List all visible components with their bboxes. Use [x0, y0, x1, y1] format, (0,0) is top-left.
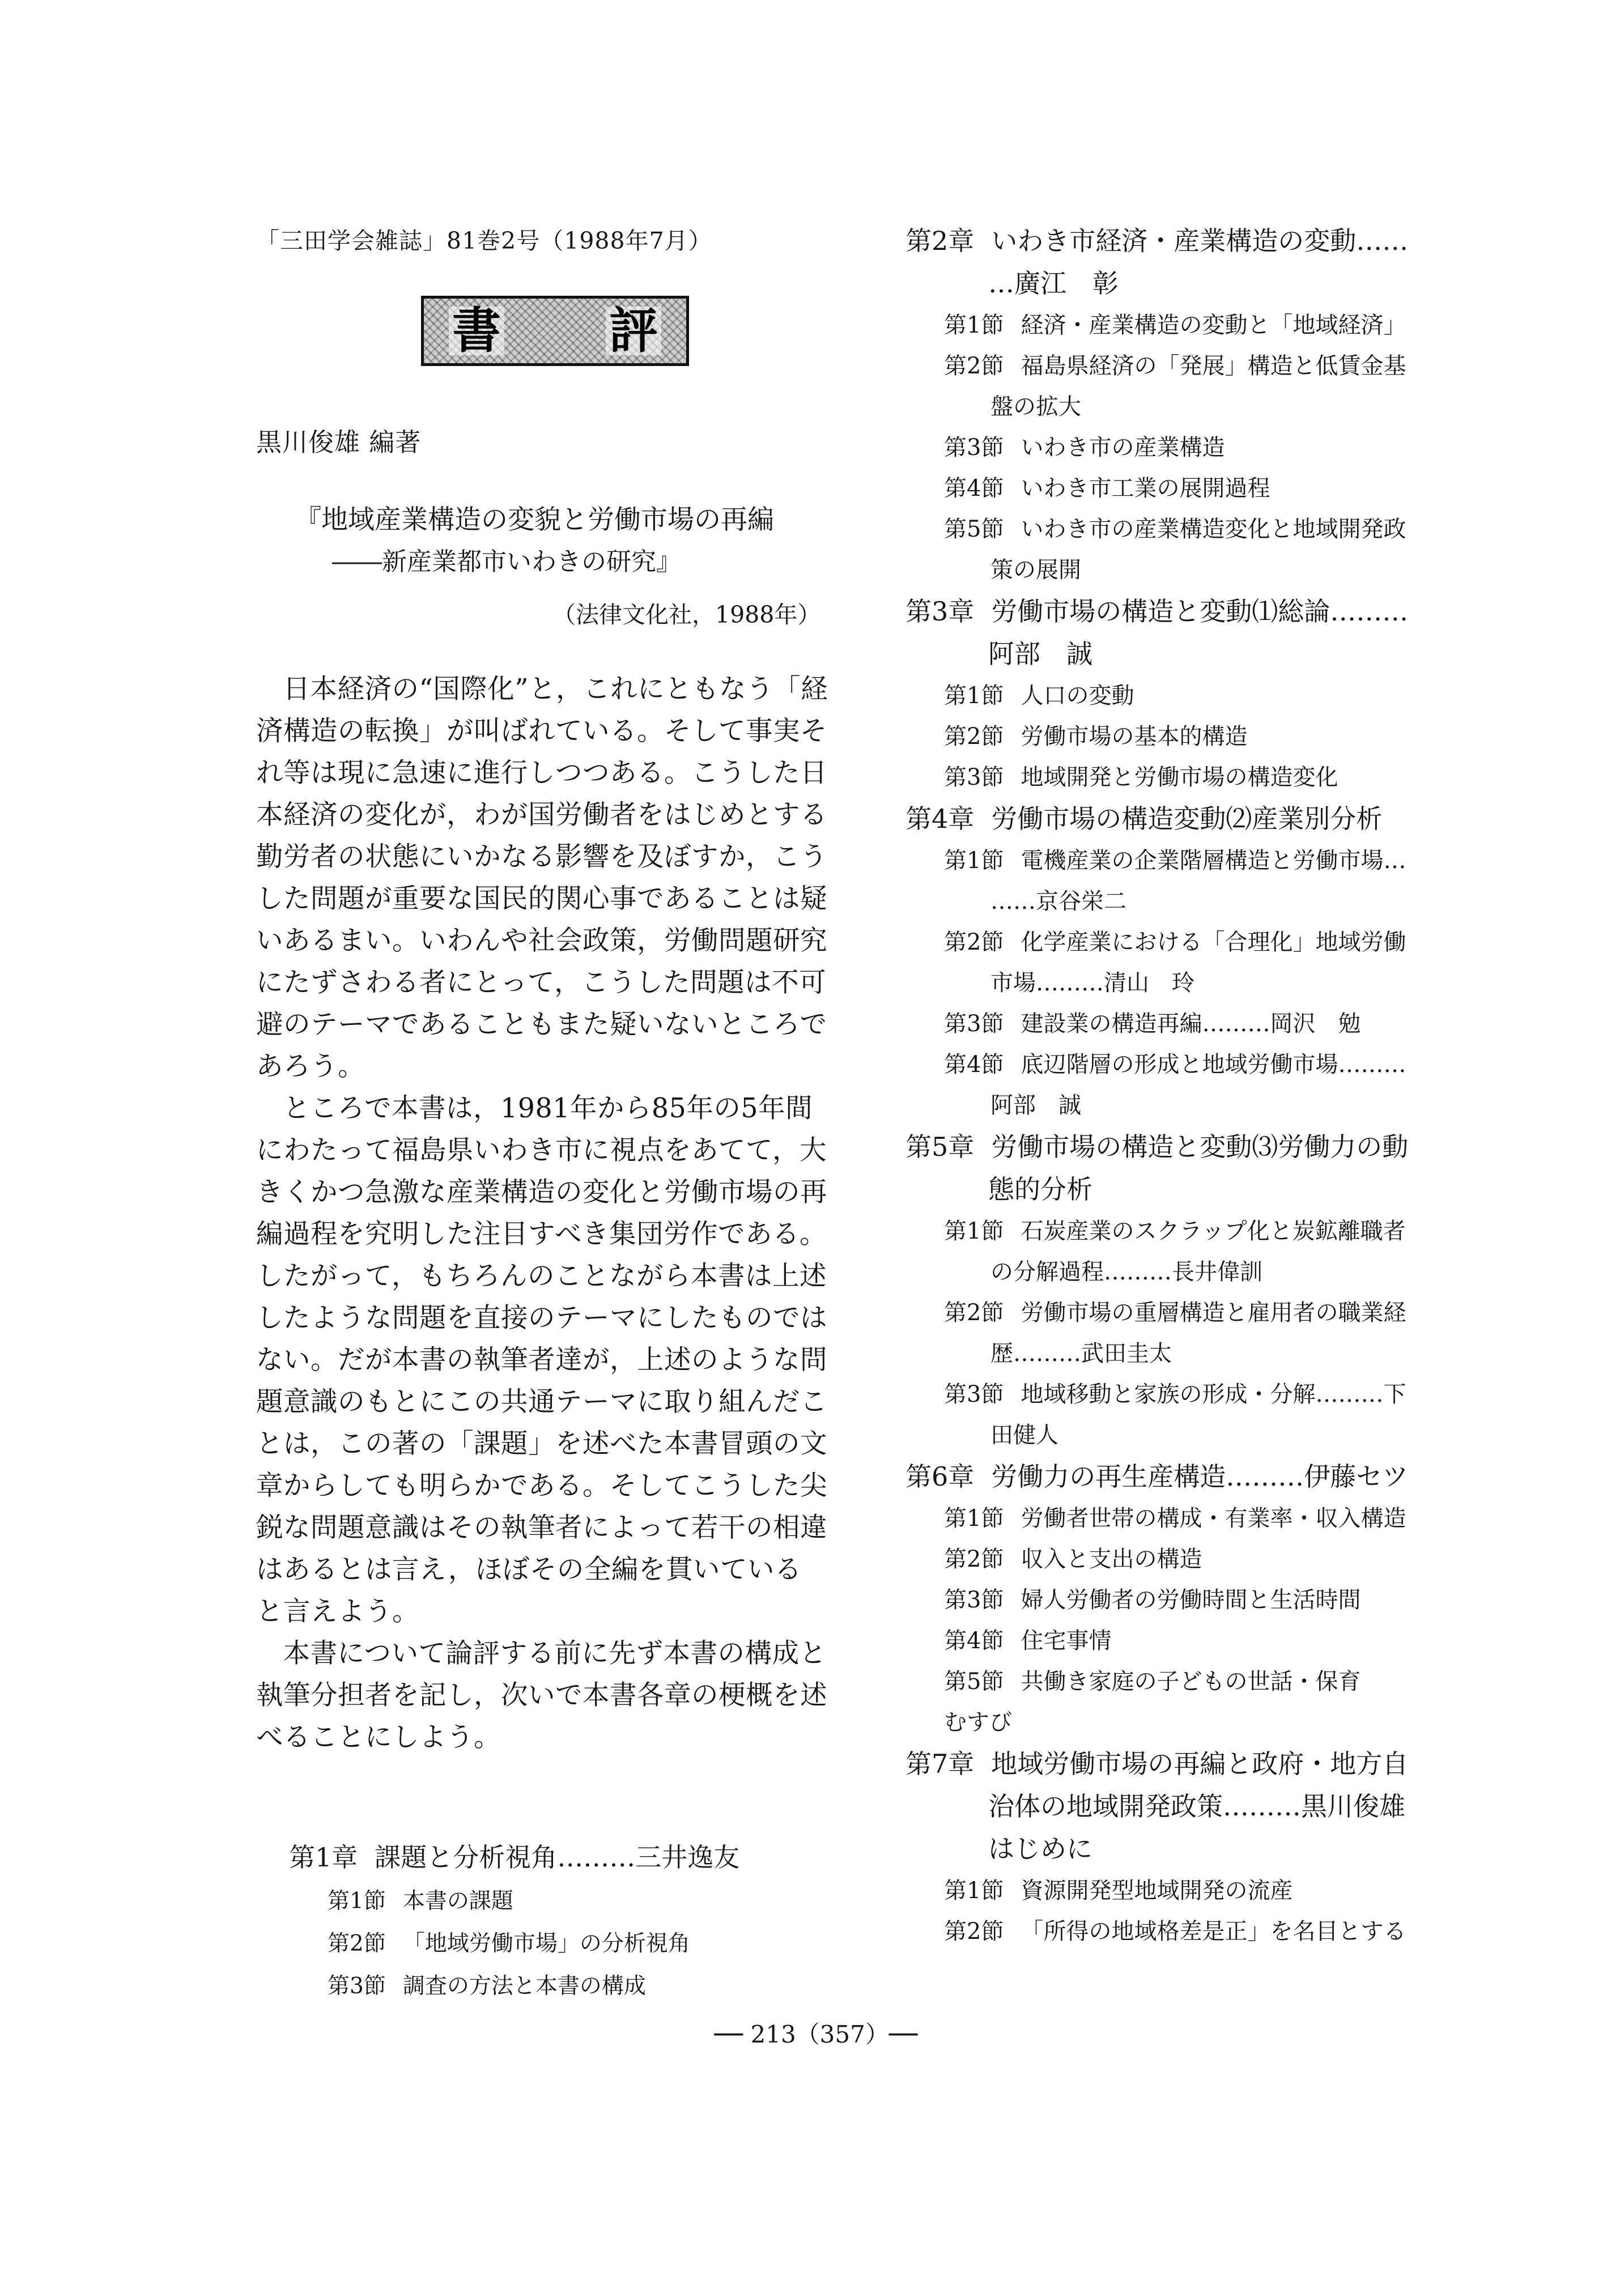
toc-text: 態的分析: [988, 1174, 1092, 1205]
toc-text: 「地域労働市場」の分析視角: [402, 1931, 690, 1956]
toc-section-line: [905, 427, 1408, 468]
toc-number: 第5節: [944, 1669, 1004, 1695]
toc-number: 第3節: [944, 1011, 1004, 1037]
toc-text: 労働市場の構造と変動⑶労働力の動: [991, 1131, 1409, 1162]
toc-chapter-line: [905, 220, 1408, 262]
toc-number: 第2節: [944, 1300, 1004, 1326]
toc-text: 策の展開: [990, 557, 1081, 583]
toc-chapter-line: [905, 262, 1408, 305]
toc-text: 経済・産業構造の変動と「地域経済」: [1021, 312, 1406, 338]
toc-text: 化学産業における「合理化」地域労働: [1021, 929, 1406, 955]
page-number: ── 213（357）──: [714, 2020, 918, 2048]
toc-section-line: [905, 1374, 1408, 1415]
toc-text: 本書の課題: [402, 1888, 513, 1914]
toc-section-line: [905, 509, 1408, 550]
toc-section-line: [905, 468, 1408, 509]
toc-section-line: [905, 1211, 1408, 1252]
toc-number: 第1節: [944, 1878, 1004, 1904]
toc-section-line: [905, 922, 1408, 963]
toc-chapter-line: [905, 1168, 1408, 1211]
book-title-line-2: ――新産業都市いわきの研究』: [332, 547, 681, 576]
toc-text: 労働市場の基本的構造: [1021, 724, 1248, 750]
toc-section-line: [289, 1880, 739, 1922]
toc-chapter-line: [905, 1126, 1408, 1168]
toc-section-line: [905, 386, 1408, 427]
toc-section-line: [905, 1661, 1408, 1702]
toc-text: 盤の拡大: [990, 394, 1081, 420]
toc-number: 第6章: [905, 1461, 975, 1492]
toc-number: 第3節: [944, 435, 1004, 461]
toc-section-line: [905, 1702, 1408, 1743]
badge-char-left: 書: [449, 307, 504, 355]
toc-section-line: [905, 1085, 1408, 1126]
toc-text: いわき市の産業構造: [1021, 435, 1225, 461]
toc-section-line: [905, 1539, 1408, 1580]
toc-number: 第1節: [328, 1888, 386, 1914]
toc-number: 第3節: [944, 764, 1004, 790]
toc-text: むすび: [944, 1709, 1012, 1735]
toc-number: 第4節: [944, 1628, 1004, 1654]
toc-text: 市場………清山 玲: [990, 970, 1194, 996]
toc-section-line: [905, 346, 1408, 386]
toc-number: 第7章: [905, 1749, 975, 1779]
toc-chapter-line: [905, 1785, 1408, 1828]
toc-right-column: [905, 220, 1408, 1952]
toc-text: 人口の変動: [1021, 683, 1134, 709]
toc-section-line: [905, 1003, 1408, 1044]
body-paragraph: 日本経済の“国際化”と，これにともなう「経済構造の転換」が叫ばれている。そして事実それ等は現に急速に進行しつつある。こうした日本経済の変化が，わが国労働者をはじめとする勤労者の状態にいかなる影響を及ぼすか，こうした問題が重要な国民的関心事であることは疑いあるまい。いわんや社会政策，労働問題研究にたずさわる者にとって，こうした問題は不可避のテーマであることもまた疑いないところであろう。: [256, 674, 828, 1082]
toc-number: 第3節: [328, 1973, 386, 1999]
toc-text: 労働市場の構造と変動⑴総論………: [991, 596, 1409, 627]
toc-text: はじめに: [988, 1833, 1092, 1864]
badge-char-right: 評: [606, 307, 661, 355]
toc-number: 第2節: [944, 353, 1004, 379]
toc-section-line: [905, 1870, 1408, 1911]
toc-text: 地域移動と家族の形成・分解………下: [1021, 1381, 1406, 1407]
toc-text: 歴………武田圭太: [990, 1341, 1172, 1367]
toc-number: 第2節: [944, 724, 1004, 750]
body-paragraph: ところで本書は，1981年から85年の5年間にわたって福島県いわき市に視点をあてて，大きくかつ急激な産業構造の変化と労働市場の再編過程を究明した注目すべき集団労作である。したがって，もちろんのことながら本書は上述したような問題を直接のテーマにしたものではない。だが本書の執筆者達が，上述のような問題意識のもとにこの共通テーマに取り組んだことは，この著の「課題」を述べた本書冒頭の文章からしても明らかである。そしてこうした尖鋭な問題意識はその執筆者によって若干の相違はあるとは言え，ほぼその全編を貫いていると言えよう。: [256, 1093, 827, 1627]
toc-number: 第1節: [944, 1218, 1004, 1244]
toc-number: 第2節: [944, 1918, 1004, 1945]
toc-text: 底辺階層の形成と地域労働市場………: [1021, 1052, 1406, 1078]
toc-number: 第4節: [944, 1052, 1004, 1078]
toc-text: 阿部 誠: [990, 1092, 1081, 1118]
toc-text: 婦人労働者の労働時間と生活時間: [1021, 1587, 1361, 1613]
toc-section-line: [905, 305, 1408, 346]
toc-text: 石炭産業のスクラップ化と炭鉱離職者: [1021, 1218, 1406, 1244]
toc-text: 「所得の地域格差是正」を名目とする: [1021, 1918, 1406, 1945]
toc-number: 第1節: [944, 312, 1004, 338]
toc-section-line: [905, 1498, 1408, 1539]
toc-number: 第5節: [944, 516, 1004, 542]
toc-text: 田健人: [990, 1422, 1058, 1448]
toc-chapter-line: [905, 1743, 1408, 1785]
toc-number: 第2節: [328, 1931, 386, 1956]
toc-text: …廣江 彰: [988, 268, 1119, 299]
toc-number: 第4節: [944, 475, 1004, 501]
toc-text: の分解過程………長井偉訓: [990, 1259, 1262, 1285]
toc-text: 収入と支出の構造: [1021, 1546, 1202, 1572]
toc-number: 第2節: [944, 929, 1004, 955]
toc-text: 課題と分析視角………三井逸友: [375, 1842, 740, 1873]
toc-section-line: [905, 840, 1408, 881]
toc-section-line: [905, 1252, 1408, 1292]
toc-text: いわき市工業の展開過程: [1021, 475, 1270, 501]
toc-text: 労働市場の構造変動⑵産業別分析: [991, 803, 1383, 834]
toc-text: 調査の方法と本書の構成: [402, 1973, 646, 1999]
toc-text: いわき市経済・産業構造の変動……: [991, 226, 1409, 256]
toc-text: 地域開発と労働市場の構造変化: [1021, 764, 1338, 790]
toc-chapter-line: [905, 633, 1408, 675]
toc-section-line: [905, 550, 1408, 590]
journal-header: 「三田学会雑誌」81巻2号（1988年7月）: [256, 227, 712, 254]
toc-section-line: [905, 1292, 1408, 1333]
toc-section-line: [289, 1922, 739, 1965]
toc-section-line: [905, 1044, 1408, 1085]
toc-section-line: [289, 1965, 739, 2007]
publisher-info: （法律文化社，1988年）: [552, 601, 821, 628]
book-review-badge: [421, 296, 689, 366]
toc-section-line: [905, 1911, 1408, 1952]
toc-number: 第1章: [289, 1842, 358, 1873]
toc-text: 阿部 誠: [988, 639, 1092, 669]
book-author: 黒川俊雄 編著: [256, 427, 422, 457]
toc-number: 第5章: [905, 1131, 975, 1162]
toc-left-column: [289, 1835, 739, 2007]
toc-number: 第3節: [944, 1381, 1004, 1407]
toc-text: 労働市場の重層構造と雇用者の職業経: [1021, 1300, 1406, 1326]
toc-chapter-line: [905, 1828, 1408, 1870]
toc-section-line: [905, 1620, 1408, 1661]
toc-chapter-line: [289, 1835, 739, 1880]
toc-section-line: [905, 716, 1408, 757]
toc-section-line: [905, 675, 1408, 716]
toc-number: 第3章: [905, 596, 975, 627]
toc-section-line: [905, 1333, 1408, 1374]
toc-number: 第3節: [944, 1587, 1004, 1613]
toc-text: 建設業の構造再編………岡沢 勉: [1021, 1011, 1361, 1037]
toc-number: 第1節: [944, 848, 1004, 874]
toc-section-line: [905, 1415, 1408, 1456]
toc-text: 労働力の再生産構造………伊藤セツ: [991, 1461, 1409, 1492]
toc-number: 第2章: [905, 226, 975, 256]
toc-number: 第2節: [944, 1546, 1004, 1572]
toc-chapter-line: [905, 798, 1408, 840]
toc-text: いわき市の産業構造変化と地域開発政: [1021, 516, 1406, 542]
toc-section-line: [905, 881, 1408, 922]
toc-number: 第1節: [944, 1505, 1004, 1531]
toc-text: 福島県経済の「発展」構造と低賃金基: [1021, 353, 1406, 379]
toc-number: 第4章: [905, 803, 975, 834]
toc-text: 資源開発型地域開発の流産: [1021, 1878, 1293, 1904]
toc-number: 第1節: [944, 683, 1004, 709]
toc-text: 住宅事情: [1021, 1628, 1112, 1654]
review-body: [256, 669, 828, 1759]
toc-chapter-line: [905, 590, 1408, 633]
toc-text: 電機産業の企業階層構造と労働市場…: [1021, 848, 1406, 874]
body-paragraph: 本書について論評する前に先ず本書の構成と執筆分担者を記し，次いで本書各章の梗概を述べることにしよう。: [256, 1638, 827, 1753]
toc-chapter-line: [905, 1456, 1408, 1498]
toc-text: 治体の地域開発政策………黒川俊雄: [988, 1791, 1405, 1822]
toc-section-line: [905, 757, 1408, 798]
toc-text: ……京谷栄二: [990, 888, 1126, 914]
book-title-line-1: 『地域産業構造の変貌と労働市場の再編: [295, 504, 774, 535]
toc-section-line: [905, 963, 1408, 1003]
toc-text: 共働き家庭の子どもの世話・保育: [1021, 1669, 1361, 1695]
toc-text: 地域労働市場の再編と政府・地方自: [991, 1749, 1409, 1779]
toc-text: 労働者世帯の構成・有業率・収入構造: [1021, 1505, 1406, 1531]
toc-section-line: [905, 1580, 1408, 1620]
